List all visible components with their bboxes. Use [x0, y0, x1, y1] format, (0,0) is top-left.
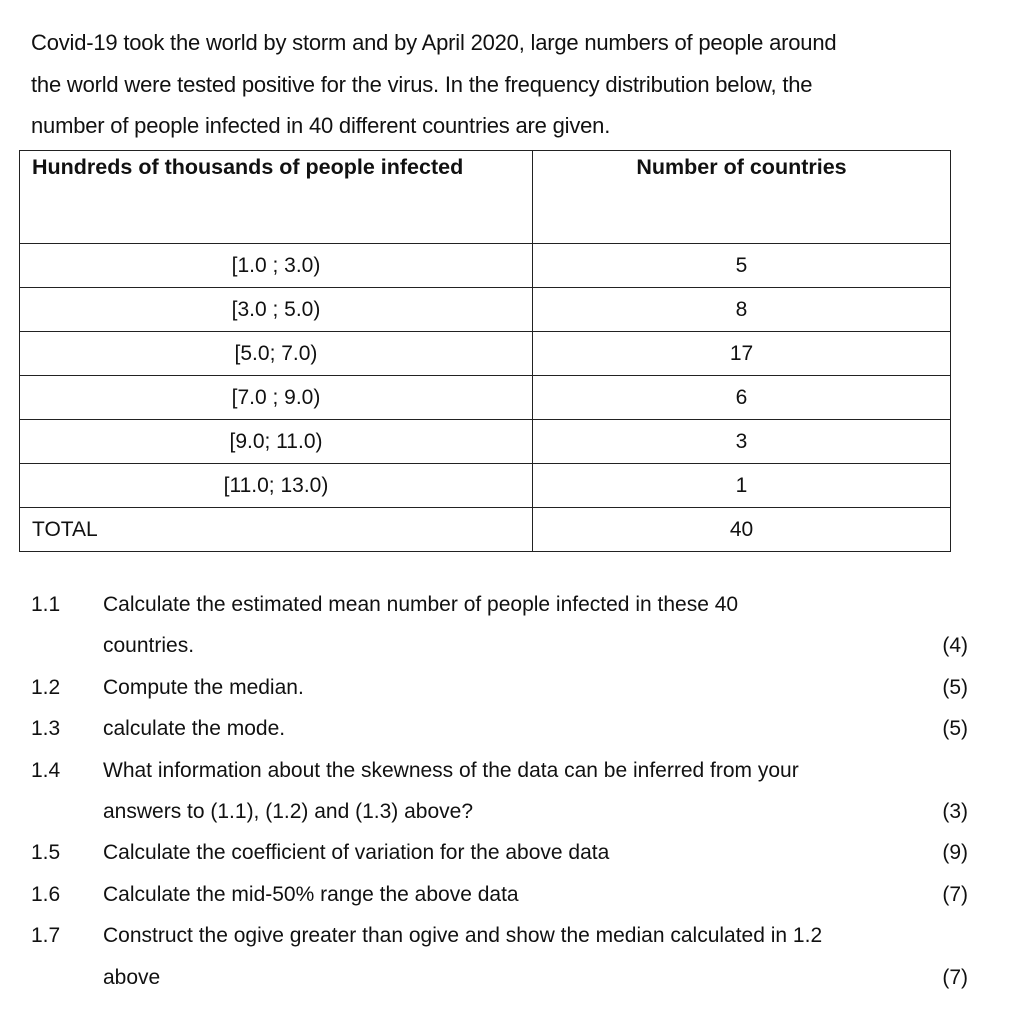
question-marks: (5) — [942, 717, 968, 741]
intro-line: Covid-19 took the world by storm and by April 2020, large numbers of people around — [31, 30, 837, 55]
question-marks: (9) — [942, 841, 968, 865]
count-cell: 8 — [533, 288, 951, 332]
question-text: countries. — [103, 634, 195, 658]
total-label: TOTAL — [20, 508, 533, 552]
column-header-infected: Hundreds of thousands of people infected — [20, 151, 533, 244]
interval-cell: [5.0; 7.0) — [20, 332, 533, 376]
interval-cell: [9.0; 11.0) — [20, 420, 533, 464]
question-marks: (4) — [942, 634, 968, 658]
total-row — [20, 508, 951, 552]
question-marks: (5) — [942, 675, 968, 699]
question-text: calculate the mode. — [103, 717, 286, 741]
intro-line: number of people infected in 40 different countries are given. — [31, 113, 611, 138]
column-header-countries: Number of countries — [533, 151, 951, 244]
table-row — [20, 332, 951, 376]
question-list — [31, 584, 971, 998]
count-cell: 1 — [533, 464, 951, 508]
interval-cell: [7.0 ; 9.0) — [20, 376, 533, 420]
question-1-2 — [31, 667, 971, 708]
table-row — [20, 244, 951, 288]
intro-paragraph — [31, 22, 971, 147]
question-1-3 — [31, 708, 971, 749]
question-number: 1.1 — [31, 593, 61, 616]
table-row — [20, 464, 951, 508]
interval-cell: [1.0 ; 3.0) — [20, 244, 533, 288]
question-text: Construct the ogive greater than ogive and show the median calculated in 1.2 — [103, 924, 823, 948]
question-1-7 — [31, 915, 971, 998]
question-number: 1.5 — [31, 841, 61, 865]
question-marks: (7) — [942, 882, 968, 906]
interval-cell: [11.0; 13.0) — [20, 464, 533, 508]
count-cell: 3 — [533, 420, 951, 464]
table-header-row — [20, 151, 951, 244]
question-marks: (3) — [942, 799, 968, 823]
question-text: What information about the skewness of the data can be inferred from your — [103, 758, 799, 782]
question-number: 1.2 — [31, 675, 61, 699]
count-cell: 6 — [533, 376, 951, 420]
table-row — [20, 376, 951, 420]
question-text: Compute the median. — [103, 675, 304, 699]
question-1-6 — [31, 874, 971, 915]
count-cell: 5 — [533, 244, 951, 288]
frequency-table — [19, 150, 951, 552]
question-marks: (7) — [942, 965, 968, 989]
question-1-5 — [31, 832, 971, 873]
intro-line: the world were tested positive for the virus. In the frequency distribution below, the — [31, 71, 813, 97]
interval-cell: [3.0 ; 5.0) — [20, 288, 533, 332]
question-number: 1.6 — [31, 882, 61, 906]
question-text: Calculate the estimated mean number of people infected in these 40 — [103, 593, 739, 616]
question-text: above — [103, 965, 161, 989]
question-number: 1.3 — [31, 717, 61, 741]
question-1-4 — [31, 750, 971, 833]
question-text: Calculate the mid-50% range the above data — [103, 882, 519, 906]
count-cell: 17 — [533, 332, 951, 376]
question-number: 1.7 — [31, 924, 61, 948]
question-text: Calculate the coefficient of variation for the above data — [103, 841, 610, 865]
question-number: 1.4 — [31, 758, 61, 782]
question-text: answers to (1.1), (1.2) and (1.3) above? — [103, 799, 474, 823]
total-value: 40 — [533, 508, 951, 552]
question-1-1 — [31, 584, 971, 667]
table-row — [20, 288, 951, 332]
table-row — [20, 420, 951, 464]
